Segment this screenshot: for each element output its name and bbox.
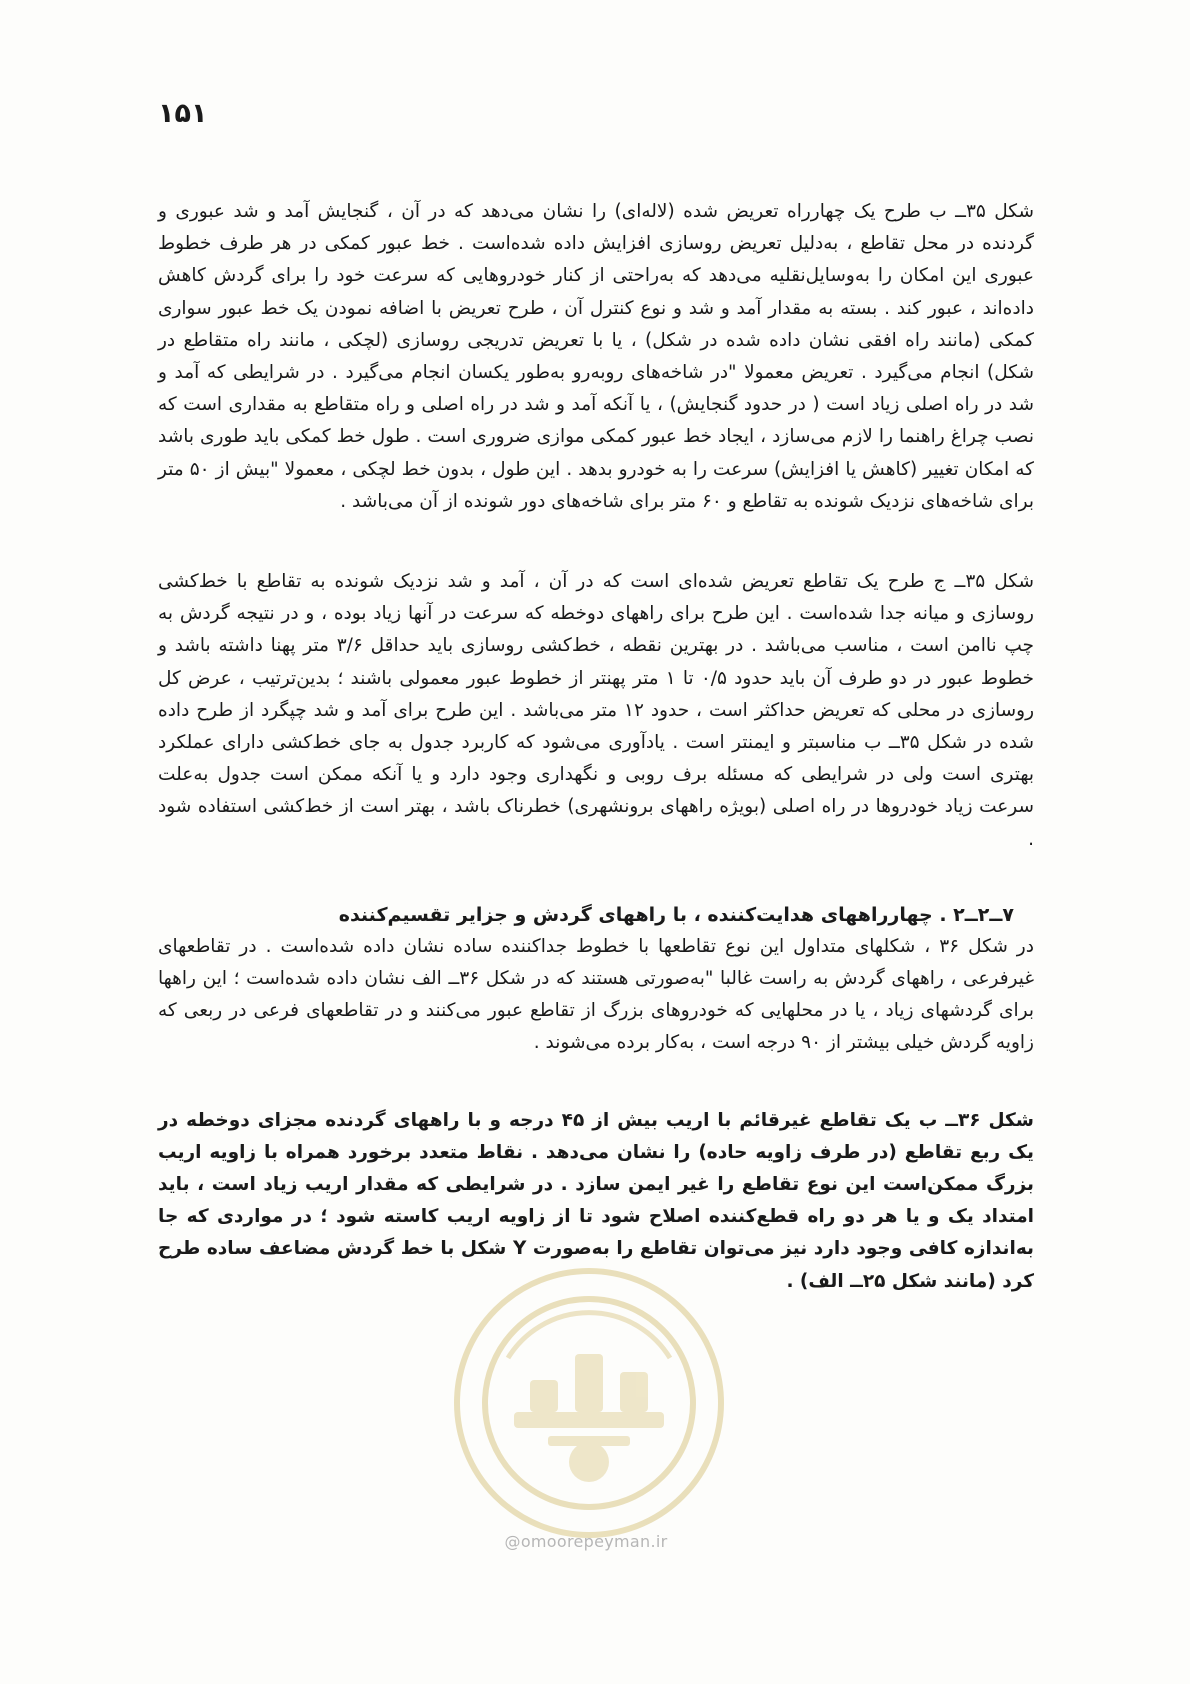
page-body [158, 196, 1034, 1298]
paragraph-figure-36: در شکل ۳۶ ، شکلهای متداول این نوع تقاطعها با خطوط جداکننده ساده نشان داده شده‌است . در تقاطعهای غیرفرعی ، راههای گردش به راست غالبا "به‌صورتی هستند که در شکل ۳۶ــ الف نشان داده شده‌است ؛ این راهها برای گردشهای زیاد ، یا در محلهایی که خودروهای بزرگ از تقاطع عبور می‌کنند و در تقاطعهای فرعی در ربعی که زاویه گردش خیلی بیشتر از ۹۰ درجه است ، به‌کار برده می‌شوند . [158, 935, 1035, 1054]
section-heading: ۷ــ۲ــ۲ . چهارراههای هدایت‌کننده ، با راههای گردش و جزایر تقسیم‌کننده [338, 903, 1014, 926]
paragraph-figure-35b: شکل ۳۵ــ ب طرح یک چهارراه تعریض شده (لاله‌ای) را نشان می‌دهد که در آن ، گنجایش آمد و شد عبوری و گردنده در محل تقاطع ، به‌دلیل تعریض روسازی افزایش داده شده‌است . خط عبور کمکی در هر طرف خطوط عبوری این امکان را به‌وسایل‌نقلیه می‌دهد که به‌راحتی از کنار خودروهایی که سرعت خود را برای گردش کاهش داده‌اند ، عبور کند . بسته به مقدار آمد و شد و نوع کنترل آن ، طرح تعریض با اضافه نمودن یک خط عبور سواری کمکی (مانند راه افقی نشان داده شده در شکل) ، یا با تعریض تدریجی روسازی (لچکی ، مانند راه متقاطع در شکل) انجام می‌گیرد . تعریض معمولا "در شاخه‌های روبه‌رو به‌طور یکسان انجام می‌گیرد . در شرایطی که آمد و شد در راه اصلی زیاد است ( در حدود گنجایش) ، یا آنکه آمد و شد در راه اصلی و راه متقاطع به مقداری است که نصب چراغ راهنما را لازم می‌سازد ، ایجاد خط عبور کمکی موازی ضروری است . طول خط کمکی باید طوری باشد که امکان تغییر (کاهش یا افزایش) سرعت را به خودرو بدهد . این طول ، بدون خط لچکی ، معمولا "بیش از ۵۰ متر برای شاخه‌های نزدیک شونده به تقاطع و ۶۰ متر برای شاخه‌های دور شونده از آن می‌باشد . [158, 201, 1035, 512]
watermark-seal-icon [448, 1262, 730, 1544]
page-number: ۱۵۱ [158, 98, 208, 129]
watermark-text: @omoorepeyman.ir [504, 1532, 668, 1551]
paragraph-figure-35c: شکل ۳۵ــ ج طرح یک تقاطع تعریض شده‌ای است که در آن ، آمد و شد نزدیک شونده به تقاطع با خط‌کشی روسازی و میانه جدا شده‌است . این طرح برای راههای دوخطه که سرعت در آنها زیاد بوده ، و در نتیجه گردش به چپ ناامن است ، مناسب می‌باشد . در بهترین نقطه ، خط‌کشی روسازی باید حداقل ۳/۶ متر پهنا داشته باشد و خطوط عبور در دو طرف آن باید حدود ۰/۵ تا ۱ متر پهنتر از خطوط عبور معمولی باشند ؛ بدین‌ترتیب ، عرض کل روسازی در محلی که تعریض حداکثر است ، حدود ۱۲ متر می‌باشد . این طرح برای آمد و شد چپگرد از طرح داده شده در شکل ۳۵ــ ب مناسبتر و ایمنتر است . یادآوری می‌شود که کاربرد جدول به جای خط‌کشی دارای عملکرد بهتری است ولی در شرایطی که مسئله برف روبی و نگهداری وجود دارد و یا آنکه ممکن است جدول به‌علت سرعت زیاد خودروها در راه اصلی (بویژه راههای برونشهری) خطرناک باشد ، بهتر است از خط‌کشی استفاده شود . [158, 571, 1035, 850]
paragraph-figure-36b: شکل ۳۶ــ ب یک تقاطع غیرقائم با اریب بیش از ۴۵ درجه و با راههای گردنده مجزای دوخطه در یک ربع تقاطع (در طرف زاویه حاده) را نشان می‌دهد . نقاط متعدد برخورد همراه با زاویه اریب بزرگ ممکن‌است این نوع تقاطع را غیر ایمن سازد . در شرایطی که مقدار اریب زیاد است ، باید امتداد یک و یا هر دو راه قطع‌کننده اصلاح شود تا از زاویه اریب کاسته شود ؛ در مواردی که جا به‌اندازه کافی وجود دارد نیز می‌توان تقاطع را به‌صورت Y شکل با خط گردش مضاعف ساده طرح کرد (مانند شکل ۲۵ــ الف) . [158, 1109, 1034, 1292]
